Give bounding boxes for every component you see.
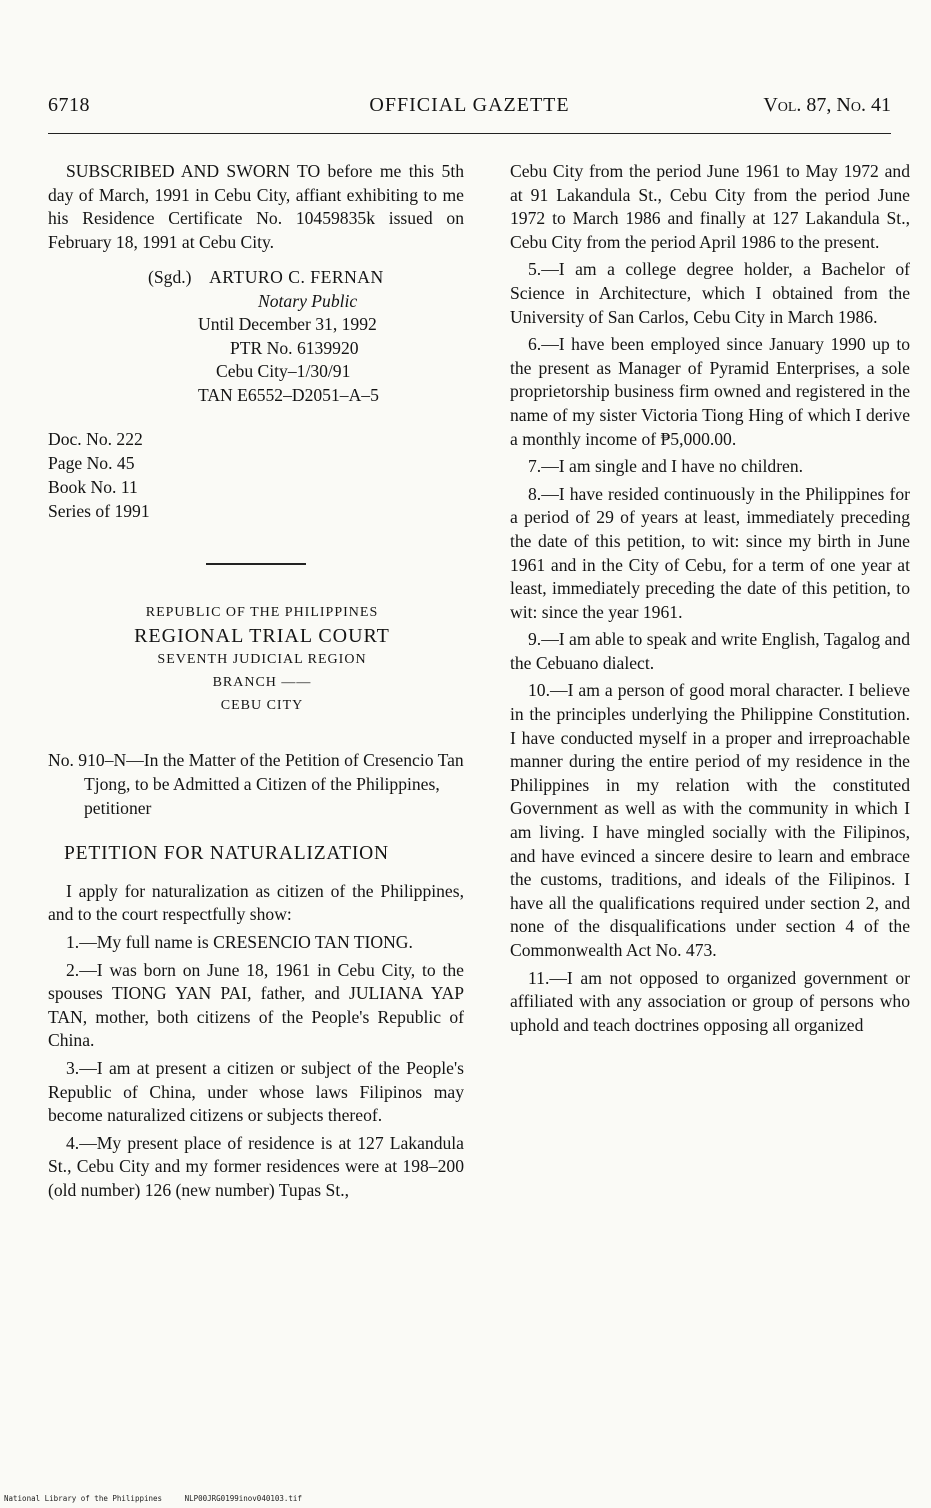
paragraph-3: 3.—I am at present a citizen or subject of the People's Republic of China, under whose laws Filipinos may become naturalized citizens or subjects thereof.: [48, 1057, 464, 1126]
running-header: [48, 94, 891, 124]
jurat-paragraph: SUBSCRIBED AND SWORN TO before me this 5th day of March, 1991 in Cebu City, affiant exhibiting to me his Residence Certificate No. 10459835k issued on February 18, 1991 at Cebu City.: [48, 161, 464, 252]
republic-label: REPUBLIC OF THE PHILIPPINES: [145, 605, 379, 621]
paragraph-9: 9.—I am able to speak and write English, Tagalog and the Cebuano dialect.: [510, 629, 910, 673]
paragraph-8: 8.—I have resided continuously in the Philippines for a period of 29 of years at least, immediately preceding the date of this petition, to wit: since my birth in June 1961 and in the City of Cebu, for a term of one year at least, immediately preceding the date of this petition, to wit: since the year 1961.: [510, 483, 910, 622]
page-number: 6718: [48, 94, 90, 116]
signed-mark: (Sgd.): [148, 267, 192, 288]
paragraph-2-part-b: , father, and: [247, 983, 349, 1004]
notarial-docket: [48, 427, 464, 523]
paragraph-1: [48, 931, 464, 955]
paragraph-6: 6.—I have been employed since January 1990 up to the present as Manager of Pyramid Enterprises, a sole proprietorship business firm owned and registered in the name of my sister Victoria Tiong Hing of which I derive a monthly income of ₱5,000.00.: [510, 334, 910, 449]
paragraph-1-lead: 1.—My full name is: [66, 931, 214, 952]
page-entry: Page No. 45: [48, 453, 135, 474]
publication-title: OFFICIAL GAZETTE: [369, 94, 570, 116]
petition-heading: PETITION FOR NATURALIZATION: [64, 843, 389, 865]
right-column: [510, 160, 910, 1041]
book-number: Book No. 11: [48, 477, 138, 498]
notary-name: ARTURO C. FERNAN: [209, 267, 384, 288]
ptr-place-date: Cebu City–1/30/91: [216, 361, 351, 382]
notary-name-line: [148, 266, 464, 290]
mother-name: JULIANA YAP TAN: [48, 983, 465, 1027]
notary-signature-block: [148, 266, 464, 407]
paragraph-2-part-a: 2.—I was born on June 18, 1961 in Cebu City, to the spouses: [48, 959, 464, 1004]
paragraph-11: 11.—I am not opposed to organized government or affiliated with any association or group of persons who uphold and teach doctrines opposing all organized: [510, 967, 910, 1035]
paragraph-4-continued: Cebu City from the period June 1961 to May 1972 and at 91 Lakandula St., Cebu City from the period June 1972 to March 1986 and finally at 127 Lakandula St., Cebu City from the period April 1986 to the present.: [510, 161, 910, 252]
father-name: TIONG YAN PAI: [111, 983, 248, 1004]
library-credit: National Library of the Philippines: [4, 1494, 163, 1503]
paragraph-4-start: 4.—My present place of residence is at 127 Lakandula St., Cebu City and my former residences were at 198–200 (old number) 126 (new number) Tupas St.,: [48, 1132, 464, 1200]
tan-number: TAN E6552–D2051–A–5: [198, 384, 379, 405]
paragraph-5: 5.—I am a college degree holder, a Bachelor of Science in Architecture, which I obtained from the University of San Carlos, Cebu City in March 1986.: [510, 259, 910, 327]
ptr-number: PTR No. 6139920: [230, 337, 359, 358]
scan-filename: NLP00JRG0199inov040103.tif: [184, 1494, 302, 1503]
paragraph-10: 10.—I am a person of good moral character. I believe in the principles underlying the Philippine Constitution. I have conducted myself in a proper and irreproachable manner during the entire period of my residence in the Philippines in my relation with the constituted Government as well as with the community in which I am living. I have mingled socially with the Filipinos, and have evinced a sincere desire to learn and embrace the customs, traditions, and ideals of the Filipinos. I have all the qualifications required under section 2, and none of the disqualifications under section 4 of the Commonwealth Act No. 473.: [510, 680, 910, 960]
left-column: [48, 160, 464, 1206]
paragraph-2-part-c: , mother, both citizens of the People's Republic of China.: [48, 1006, 464, 1051]
scan-footer: [4, 1494, 320, 1503]
court-name: REGIONAL TRIAL COURT: [134, 625, 390, 648]
header-rule: [48, 133, 891, 134]
notary-title: Notary Public: [258, 290, 358, 311]
court-city: CEBU CITY: [220, 698, 304, 714]
paragraph-7: 7.—I am single and I have no children.: [528, 456, 804, 477]
judicial-region: SEVENTH JUDICIAL REGION: [157, 652, 367, 668]
court-heading: [48, 601, 464, 717]
case-title: No. 910–N—In the Matter of the Petition of Cresencio Tan Tjong, to be Admitted a Citizen of the Philippines, petitioner: [48, 750, 464, 818]
paragraph-1-end: .: [408, 931, 413, 952]
petitioner-name: CRESENCIO TAN TIONG: [213, 931, 409, 952]
volume-number: Vol. 87, No. 41: [763, 94, 891, 116]
branch-label: BRANCH ——: [212, 675, 312, 691]
series-year: Series of 1991: [48, 501, 150, 522]
doc-number: Doc. No. 222: [48, 429, 143, 450]
commission-expiry: Until December 31, 1992: [198, 314, 377, 335]
paragraph-2: [48, 959, 464, 1053]
section-divider: [206, 563, 306, 565]
petition-intro: I apply for naturalization as citizen of the Philippines, and to the court respectfully show:: [48, 880, 464, 925]
